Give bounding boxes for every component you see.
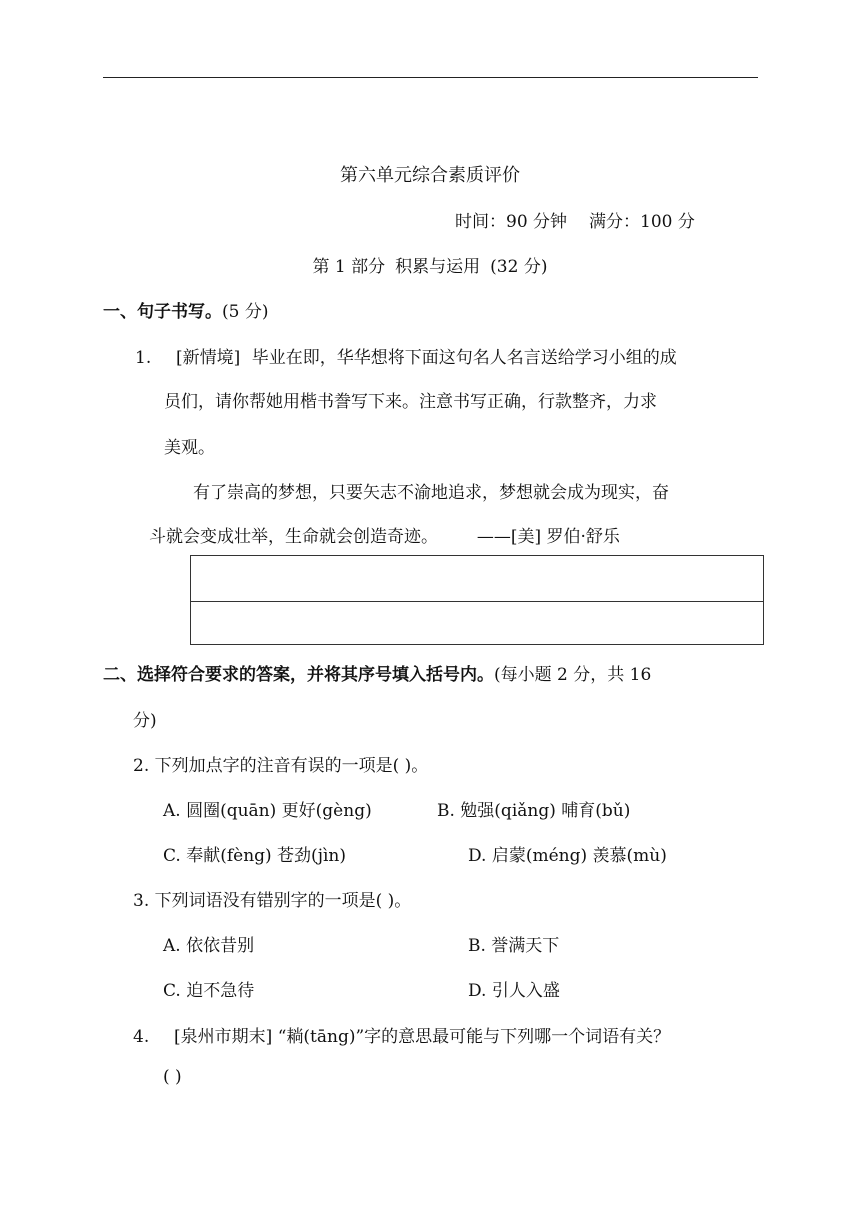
writing-box-divider <box>191 601 763 602</box>
question-text: 毕业在即，华华想将下面这句名人名言送给学习小组的成 <box>251 348 677 368</box>
question-text: “耥(tāng)”字的意思最可能与下列哪一个词语有关？ <box>277 1027 671 1047</box>
question-number: 1. <box>135 348 152 368</box>
section-number: 二、 <box>103 665 137 685</box>
question-4-answer-paren[interactable]: ( ) <box>163 1067 182 1087</box>
quote-line-1: 有了崇高的梦想，只要矢志不渝地追求，梦想就会成为现实，奋 <box>193 483 669 503</box>
question-tag: [新情境] <box>176 348 241 368</box>
header-rule <box>103 77 758 78</box>
quote-text: 斗就会变成壮举，生命就会创造奇迹。 <box>149 527 438 547</box>
part-label: 第 1 部分 <box>312 257 386 277</box>
time-label: 时间：90 分钟 <box>455 212 568 232</box>
part-title: 积累与运用 <box>395 257 481 277</box>
question-1-line-1 <box>135 343 677 368</box>
quote-line-2 <box>149 522 620 547</box>
writing-answer-box[interactable] <box>190 555 764 645</box>
question-2-option-b[interactable]: B. 勉强(qiǎng) 哺育(bǔ) <box>437 801 631 821</box>
section-heading-1 <box>103 297 268 322</box>
section-title: 句子书写。 <box>137 302 222 322</box>
section-number: 一、 <box>103 302 137 322</box>
section-heading-2 <box>103 660 651 685</box>
question-2-option-c[interactable]: C. 奉献(fèng) 苍劲(jìn) <box>163 846 346 866</box>
question-4-stem <box>133 1022 670 1047</box>
section-points: (每小题 2 分，共 16 <box>494 665 652 685</box>
question-1-line-3: 美观。 <box>164 438 215 458</box>
question-2-option-a[interactable]: A. 圆圈(quān) 更好(gèng) <box>163 801 372 821</box>
question-3-option-b[interactable]: B. 誉满天下 <box>468 936 560 956</box>
exam-info <box>455 207 695 232</box>
section-points: (5 分) <box>222 302 269 322</box>
quote-attribution: ——[美] 罗伯·舒乐 <box>476 527 620 547</box>
question-2-option-d[interactable]: D. 启蒙(méng) 羡慕(mù) <box>468 846 667 866</box>
question-number: 4. <box>133 1027 150 1047</box>
question-1-line-2: 员们，请你帮她用楷书誊写下来。注意书写正确，行款整齐，力求 <box>164 392 657 412</box>
question-3-option-a[interactable]: A. 依依昔别 <box>163 936 255 956</box>
question-tag: [泉州市期末] <box>174 1027 273 1047</box>
section-title: 选择符合要求的答案，并将其序号填入括号内。 <box>137 665 494 685</box>
section-points-continued: 分) <box>133 711 157 731</box>
question-3-option-c[interactable]: C. 迫不急待 <box>163 981 255 1001</box>
page-title: 第六单元综合素质评价 <box>340 165 520 186</box>
part-heading <box>0 252 860 277</box>
part-points: (32 分) <box>490 257 548 277</box>
score-label: 满分：100 分 <box>589 212 695 232</box>
question-3-option-d[interactable]: D. 引人入盛 <box>468 981 560 1001</box>
question-2-stem: 2. 下列加点字的注音有误的一项是( )。 <box>133 756 429 776</box>
question-3-stem: 3. 下列词语没有错别字的一项是( )。 <box>133 891 412 911</box>
